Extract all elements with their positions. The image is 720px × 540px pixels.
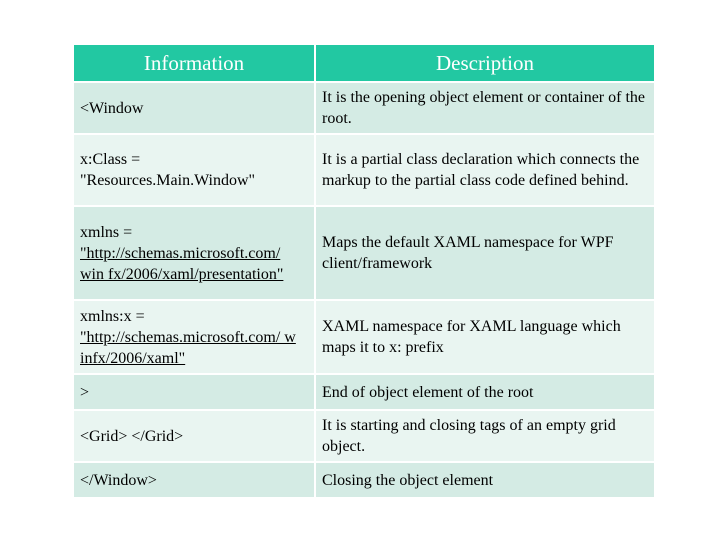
description-cell: XAML namespace for XAML language which maps it to x: prefix (316, 301, 654, 373)
info-cell: <Grid> </Grid> (74, 411, 314, 461)
table-row (74, 375, 654, 409)
namespace-link[interactable]: "http://schemas.microsoft.com/ w infx/2006/xaml" (80, 328, 296, 367)
table-row (74, 135, 654, 205)
info-cell (74, 207, 314, 299)
description-cell: It is starting and closing tags of an empty grid object. (316, 411, 654, 461)
header-row (74, 45, 654, 81)
info-cell: > (74, 375, 314, 409)
description-cell: It is a partial class declaration which connects the markup to the partial class code defined behind. (316, 135, 654, 205)
description-cell: It is the opening object element or container of the root. (316, 83, 654, 133)
info-cell: <Window (74, 83, 314, 133)
table-row (74, 463, 654, 497)
info-prefix: xmlns = (80, 223, 133, 241)
namespace-link[interactable]: "http://schemas.microsoft.com/ win fx/2006/xaml/presentation" (80, 244, 284, 283)
header-information: Information (74, 45, 314, 81)
description-cell: End of object element of the root (316, 375, 654, 409)
info-cell: </Window> (74, 463, 314, 497)
info-prefix: xmlns:x = (80, 307, 145, 325)
info-table (72, 43, 656, 499)
info-cell (74, 301, 314, 373)
table-row (74, 207, 654, 299)
description-cell: Closing the object element (316, 463, 654, 497)
info-cell: x:Class = "Resources.Main.Window" (74, 135, 314, 205)
header-description: Description (316, 45, 654, 81)
table-row (74, 301, 654, 373)
table-row (74, 411, 654, 461)
table-row (74, 83, 654, 133)
description-cell: Maps the default XAML namespace for WPF client/framework (316, 207, 654, 299)
